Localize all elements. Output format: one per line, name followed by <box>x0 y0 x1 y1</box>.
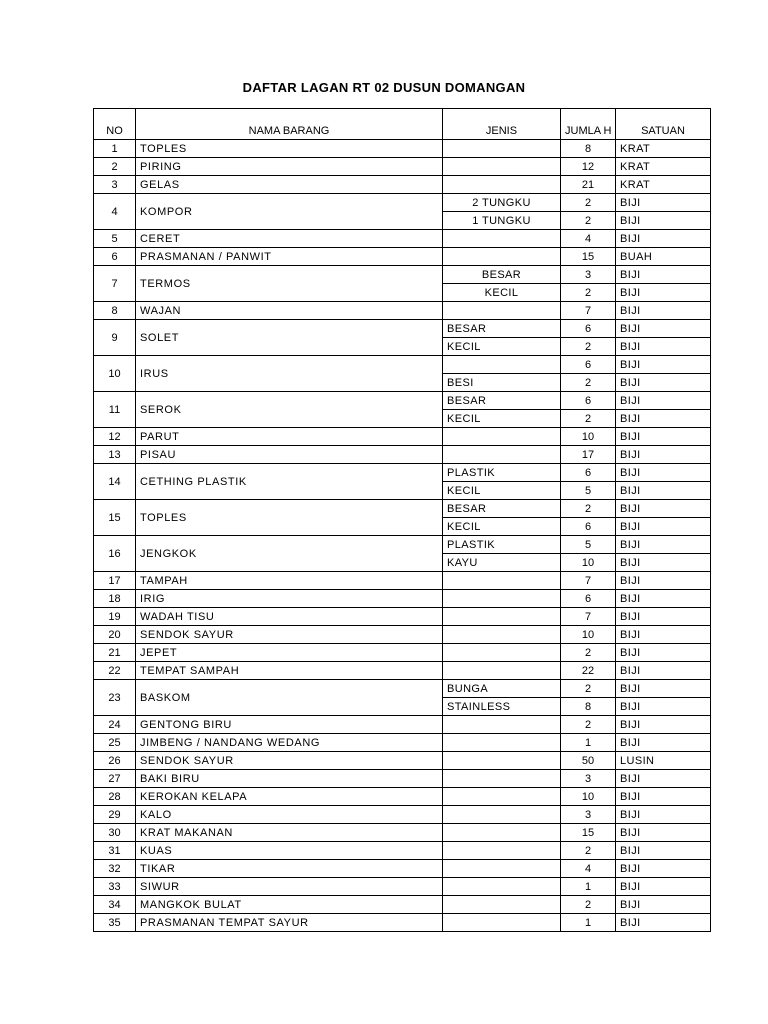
cell-satuan: BIJI <box>616 878 711 896</box>
cell-jenis <box>443 806 561 824</box>
cell-jumlah: 2 <box>561 680 616 698</box>
cell-jumlah: 17 <box>561 446 616 464</box>
cell-satuan: BIJI <box>616 698 711 716</box>
cell-jenis <box>443 428 561 446</box>
cell-jenis <box>443 734 561 752</box>
cell-jenis <box>443 860 561 878</box>
cell-jenis <box>443 644 561 662</box>
cell-no: 3 <box>94 176 136 194</box>
cell-jenis: KECIL <box>443 518 561 536</box>
cell-nama-barang: IRIG <box>136 590 443 608</box>
cell-no: 26 <box>94 752 136 770</box>
cell-satuan: BIJI <box>616 266 711 284</box>
header-no: NO <box>94 109 136 140</box>
cell-satuan: KRAT <box>616 158 711 176</box>
table-row <box>94 878 711 896</box>
cell-nama-barang: JEPET <box>136 644 443 662</box>
cell-satuan: BIJI <box>616 860 711 878</box>
table-row <box>94 860 711 878</box>
cell-jenis <box>443 788 561 806</box>
table-row <box>94 716 711 734</box>
cell-no: 32 <box>94 860 136 878</box>
cell-jenis <box>443 842 561 860</box>
cell-jumlah: 10 <box>561 428 616 446</box>
cell-nama-barang: SENDOK SAYUR <box>136 626 443 644</box>
cell-jumlah: 3 <box>561 770 616 788</box>
cell-jenis <box>443 914 561 932</box>
table-row <box>94 842 711 860</box>
page-title: DAFTAR LAGAN RT 02 DUSUN DOMANGAN <box>242 80 526 95</box>
header-nama-barang: NAMA BARANG <box>136 109 443 140</box>
table-row <box>94 248 711 266</box>
cell-jumlah: 2 <box>561 212 616 230</box>
cell-nama-barang: SIWUR <box>136 878 443 896</box>
cell-satuan: BIJI <box>616 590 711 608</box>
cell-satuan: BIJI <box>616 626 711 644</box>
cell-jumlah: 1 <box>561 914 616 932</box>
cell-jenis <box>443 356 561 374</box>
cell-nama-barang: GENTONG BIRU <box>136 716 443 734</box>
cell-no: 12 <box>94 428 136 446</box>
cell-no: 13 <box>94 446 136 464</box>
cell-nama-barang: KALO <box>136 806 443 824</box>
table-row <box>94 536 711 554</box>
cell-jumlah: 1 <box>561 878 616 896</box>
cell-jumlah: 3 <box>561 266 616 284</box>
cell-jumlah: 10 <box>561 626 616 644</box>
cell-nama-barang: CETHING PLASTIK <box>136 464 443 500</box>
table-row <box>94 644 711 662</box>
cell-jenis <box>443 302 561 320</box>
cell-no: 2 <box>94 158 136 176</box>
cell-satuan: BIJI <box>616 194 711 212</box>
cell-nama-barang: TOPLES <box>136 140 443 158</box>
cell-no: 19 <box>94 608 136 626</box>
cell-satuan: BIJI <box>616 356 711 374</box>
cell-nama-barang: TIKAR <box>136 860 443 878</box>
cell-jenis <box>443 572 561 590</box>
cell-nama-barang: SEROK <box>136 392 443 428</box>
cell-jenis <box>443 230 561 248</box>
table-body <box>94 140 711 932</box>
cell-jenis: PLASTIK <box>443 464 561 482</box>
header-jumlah: JUMLA H <box>561 109 616 140</box>
cell-no: 14 <box>94 464 136 500</box>
cell-jumlah: 6 <box>561 356 616 374</box>
cell-jumlah: 2 <box>561 896 616 914</box>
cell-no: 9 <box>94 320 136 356</box>
cell-nama-barang: BASKOM <box>136 680 443 716</box>
header-jenis: JENIS <box>443 109 561 140</box>
cell-no: 30 <box>94 824 136 842</box>
cell-satuan: BIJI <box>616 842 711 860</box>
cell-jumlah: 5 <box>561 536 616 554</box>
cell-nama-barang: BAKI BIRU <box>136 770 443 788</box>
table-row <box>94 608 711 626</box>
cell-jumlah: 15 <box>561 248 616 266</box>
cell-jenis: 1 TUNGKU <box>443 212 561 230</box>
cell-jumlah: 6 <box>561 464 616 482</box>
cell-satuan: KRAT <box>616 176 711 194</box>
cell-jumlah: 2 <box>561 374 616 392</box>
table-row <box>94 590 711 608</box>
cell-no: 35 <box>94 914 136 932</box>
cell-satuan: BIJI <box>616 428 711 446</box>
cell-jenis <box>443 176 561 194</box>
cell-jenis <box>443 752 561 770</box>
cell-jenis <box>443 248 561 266</box>
cell-jenis: KECIL <box>443 410 561 428</box>
cell-satuan: BIJI <box>616 788 711 806</box>
cell-nama-barang: CERET <box>136 230 443 248</box>
table-row <box>94 446 711 464</box>
cell-no: 31 <box>94 842 136 860</box>
cell-satuan: BIJI <box>616 500 711 518</box>
cell-jenis: BESI <box>443 374 561 392</box>
header-satuan: SATUAN <box>616 109 711 140</box>
cell-jumlah: 2 <box>561 842 616 860</box>
cell-nama-barang: IRUS <box>136 356 443 392</box>
cell-jumlah: 6 <box>561 392 616 410</box>
cell-no: 11 <box>94 392 136 428</box>
cell-satuan: BIJI <box>616 482 711 500</box>
cell-nama-barang: JIMBENG / NANDANG WEDANG <box>136 734 443 752</box>
table-row <box>94 806 711 824</box>
cell-jenis: KECIL <box>443 284 561 302</box>
cell-satuan: BIJI <box>616 338 711 356</box>
cell-nama-barang: KRAT MAKANAN <box>136 824 443 842</box>
cell-satuan: BIJI <box>616 716 711 734</box>
cell-no: 20 <box>94 626 136 644</box>
cell-nama-barang: GELAS <box>136 176 443 194</box>
cell-nama-barang: PISAU <box>136 446 443 464</box>
table-row <box>94 626 711 644</box>
cell-jenis <box>443 896 561 914</box>
cell-jumlah: 7 <box>561 608 616 626</box>
cell-jumlah: 1 <box>561 734 616 752</box>
table-row <box>94 770 711 788</box>
cell-satuan: BIJI <box>616 896 711 914</box>
cell-jenis <box>443 590 561 608</box>
cell-jenis <box>443 626 561 644</box>
cell-no: 25 <box>94 734 136 752</box>
cell-jumlah: 21 <box>561 176 616 194</box>
table-row <box>94 266 711 284</box>
cell-nama-barang: PIRING <box>136 158 443 176</box>
table-row <box>94 356 711 374</box>
cell-jumlah: 10 <box>561 788 616 806</box>
cell-jumlah: 15 <box>561 824 616 842</box>
cell-no: 17 <box>94 572 136 590</box>
cell-satuan: BIJI <box>616 302 711 320</box>
cell-no: 22 <box>94 662 136 680</box>
cell-no: 34 <box>94 896 136 914</box>
table-row <box>94 464 711 482</box>
cell-satuan: BUAH <box>616 248 711 266</box>
table-row <box>94 194 711 212</box>
table-row <box>94 158 711 176</box>
cell-nama-barang: WAJAN <box>136 302 443 320</box>
table-row <box>94 140 711 158</box>
table-row <box>94 572 711 590</box>
cell-no: 27 <box>94 770 136 788</box>
table-row <box>94 734 711 752</box>
cell-satuan: BIJI <box>616 914 711 932</box>
cell-nama-barang: MANGKOK BULAT <box>136 896 443 914</box>
cell-no: 10 <box>94 356 136 392</box>
cell-jenis: BESAR <box>443 392 561 410</box>
cell-jumlah: 2 <box>561 194 616 212</box>
cell-no: 28 <box>94 788 136 806</box>
cell-jumlah: 2 <box>561 284 616 302</box>
cell-jenis: KECIL <box>443 482 561 500</box>
cell-satuan: BIJI <box>616 608 711 626</box>
cell-satuan: BIJI <box>616 572 711 590</box>
table-header-row <box>94 109 711 140</box>
cell-jumlah: 4 <box>561 230 616 248</box>
table-row <box>94 914 711 932</box>
cell-no: 7 <box>94 266 136 302</box>
cell-jumlah: 50 <box>561 752 616 770</box>
cell-satuan: BIJI <box>616 320 711 338</box>
cell-jenis <box>443 824 561 842</box>
cell-nama-barang: SOLET <box>136 320 443 356</box>
table-row <box>94 302 711 320</box>
cell-jenis <box>443 140 561 158</box>
cell-jumlah: 10 <box>561 554 616 572</box>
table-row <box>94 500 711 518</box>
cell-satuan: BIJI <box>616 662 711 680</box>
cell-nama-barang: TOPLES <box>136 500 443 536</box>
table-row <box>94 662 711 680</box>
cell-jenis: KECIL <box>443 338 561 356</box>
table-row <box>94 896 711 914</box>
cell-satuan: KRAT <box>616 140 711 158</box>
cell-nama-barang: TEMPAT SAMPAH <box>136 662 443 680</box>
cell-jenis: 2 TUNGKU <box>443 194 561 212</box>
inventory-table <box>93 108 711 932</box>
cell-jumlah: 6 <box>561 590 616 608</box>
cell-satuan: BIJI <box>616 680 711 698</box>
cell-satuan: BIJI <box>616 554 711 572</box>
table-row <box>94 824 711 842</box>
cell-jenis: STAINLESS <box>443 698 561 716</box>
cell-satuan: BIJI <box>616 770 711 788</box>
cell-nama-barang: TERMOS <box>136 266 443 302</box>
cell-jenis: KAYU <box>443 554 561 572</box>
table-row <box>94 320 711 338</box>
cell-no: 15 <box>94 500 136 536</box>
cell-nama-barang: TAMPAH <box>136 572 443 590</box>
cell-jumlah: 7 <box>561 572 616 590</box>
cell-jenis: BESAR <box>443 320 561 338</box>
cell-jenis <box>443 716 561 734</box>
cell-jenis: PLASTIK <box>443 536 561 554</box>
cell-jumlah: 8 <box>561 698 616 716</box>
cell-no: 18 <box>94 590 136 608</box>
cell-satuan: BIJI <box>616 734 711 752</box>
cell-jumlah: 2 <box>561 410 616 428</box>
cell-satuan: BIJI <box>616 536 711 554</box>
cell-jumlah: 7 <box>561 302 616 320</box>
cell-satuan: BIJI <box>616 824 711 842</box>
cell-nama-barang: SENDOK SAYUR <box>136 752 443 770</box>
cell-satuan: BIJI <box>616 464 711 482</box>
cell-satuan: BIJI <box>616 374 711 392</box>
cell-satuan: BIJI <box>616 284 711 302</box>
cell-jumlah: 2 <box>561 644 616 662</box>
cell-jumlah: 2 <box>561 716 616 734</box>
cell-no: 6 <box>94 248 136 266</box>
cell-jumlah: 6 <box>561 320 616 338</box>
table-row <box>94 176 711 194</box>
cell-no: 16 <box>94 536 136 572</box>
cell-jenis <box>443 878 561 896</box>
cell-jumlah: 22 <box>561 662 616 680</box>
table-row <box>94 230 711 248</box>
cell-jenis <box>443 446 561 464</box>
table-row <box>94 392 711 410</box>
cell-jumlah: 4 <box>561 860 616 878</box>
cell-jumlah: 8 <box>561 140 616 158</box>
cell-jumlah: 5 <box>561 482 616 500</box>
cell-jenis <box>443 158 561 176</box>
table-row <box>94 788 711 806</box>
cell-satuan: BIJI <box>616 212 711 230</box>
cell-no: 1 <box>94 140 136 158</box>
cell-jenis: BUNGA <box>443 680 561 698</box>
cell-satuan: BIJI <box>616 806 711 824</box>
cell-satuan: BIJI <box>616 392 711 410</box>
cell-no: 4 <box>94 194 136 230</box>
cell-nama-barang: KOMPOR <box>136 194 443 230</box>
cell-nama-barang: PRASMANAN TEMPAT SAYUR <box>136 914 443 932</box>
cell-nama-barang: PRASMANAN / PANWIT <box>136 248 443 266</box>
cell-satuan: BIJI <box>616 446 711 464</box>
cell-nama-barang: KEROKAN KELAPA <box>136 788 443 806</box>
cell-no: 33 <box>94 878 136 896</box>
cell-jumlah: 3 <box>561 806 616 824</box>
cell-no: 29 <box>94 806 136 824</box>
cell-jumlah: 2 <box>561 500 616 518</box>
cell-no: 21 <box>94 644 136 662</box>
cell-no: 5 <box>94 230 136 248</box>
cell-satuan: BIJI <box>616 644 711 662</box>
cell-nama-barang: JENGKOK <box>136 536 443 572</box>
cell-satuan: BIJI <box>616 230 711 248</box>
cell-no: 8 <box>94 302 136 320</box>
cell-jenis <box>443 770 561 788</box>
cell-nama-barang: KUAS <box>136 842 443 860</box>
cell-no: 24 <box>94 716 136 734</box>
cell-satuan: BIJI <box>616 410 711 428</box>
cell-satuan: BIJI <box>616 518 711 536</box>
cell-jenis <box>443 608 561 626</box>
cell-jenis: BESAR <box>443 500 561 518</box>
table-row <box>94 428 711 446</box>
cell-jenis <box>443 662 561 680</box>
cell-jumlah: 2 <box>561 338 616 356</box>
cell-no: 23 <box>94 680 136 716</box>
cell-jumlah: 12 <box>561 158 616 176</box>
cell-nama-barang: WADAH TISU <box>136 608 443 626</box>
table-row <box>94 752 711 770</box>
cell-jenis: BESAR <box>443 266 561 284</box>
table-row <box>94 680 711 698</box>
cell-jumlah: 6 <box>561 518 616 536</box>
cell-satuan: LUSIN <box>616 752 711 770</box>
cell-nama-barang: PARUT <box>136 428 443 446</box>
